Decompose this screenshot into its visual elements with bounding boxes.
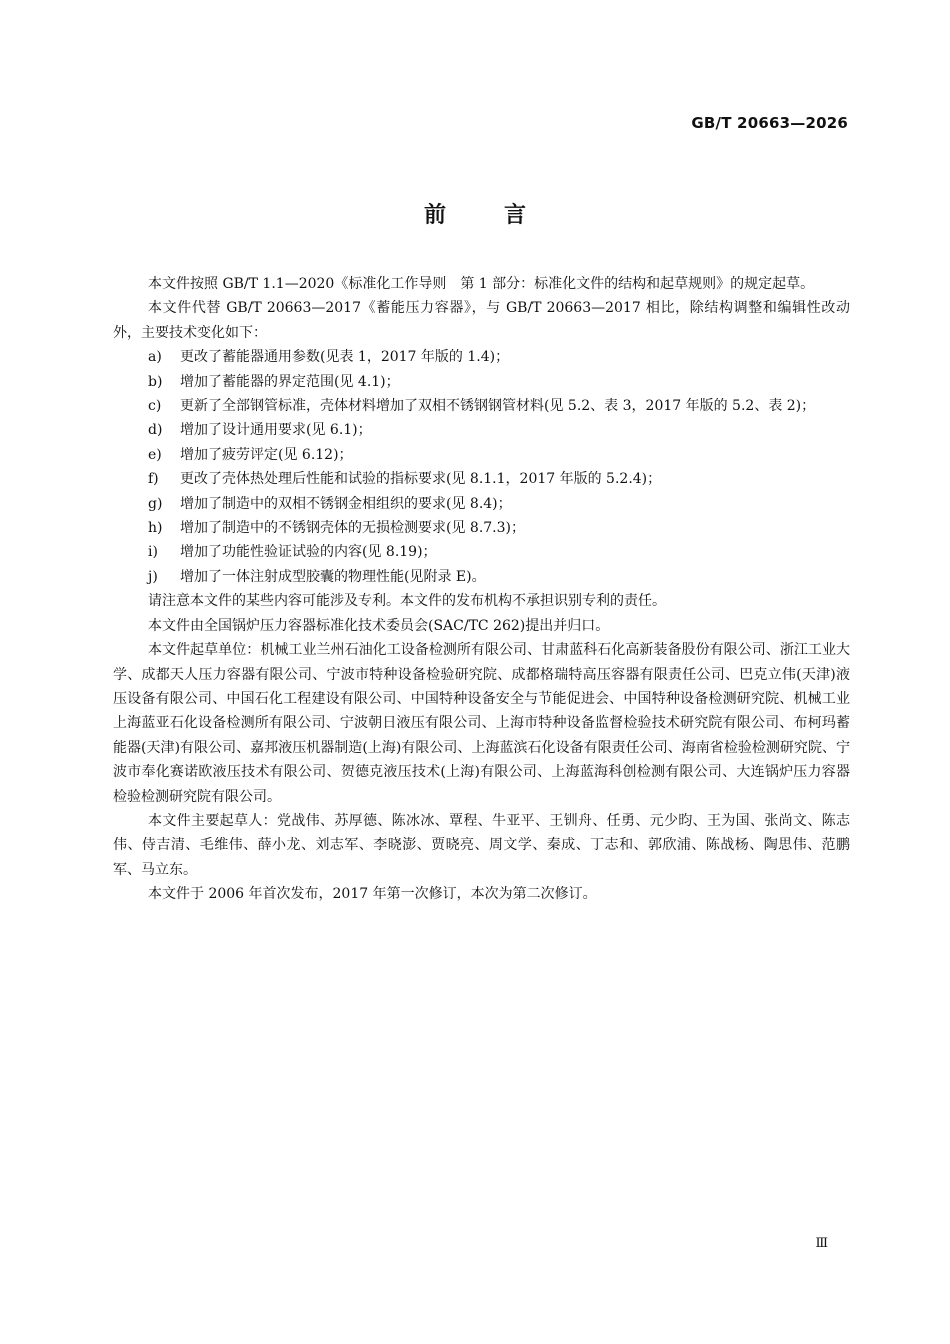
para-proposer: 本文件由全国锅炉压力容器标准化技术委员会(SAC/TC 262)提出并归口。 <box>148 617 610 634</box>
list-item-text: 更新了全部钢管标准，壳体材料增加了双相不锈钢钢管材料(见 5.2、表 3，2017 年版的 5.2、表 2)； <box>180 398 816 415</box>
list-item <box>148 370 850 394</box>
page-number: Ⅲ <box>815 1236 828 1251</box>
list-item-label: f) <box>148 471 159 488</box>
list-item <box>148 516 850 540</box>
list-item-text: 增加了一体注射成型胶囊的物理性能(见附录 E)。 <box>180 568 486 585</box>
list-item-text: 增加了功能性验证试验的内容(见 8.19)； <box>180 544 437 561</box>
list-item-label: j) <box>148 568 158 585</box>
list-item-label: e) <box>148 446 162 463</box>
list-item <box>148 418 850 442</box>
foreword-body <box>113 272 850 907</box>
standard-number: GB/T 20663—2026 <box>691 114 848 132</box>
list-item-text: 增加了设计通用要求(见 6.1)； <box>180 422 372 439</box>
para-drafters: 本文件主要起草人：党战伟、苏厚德、陈冰冰、覃程、牛亚平、王钏舟、任勇、元少昀、王为国、张尚文、陈志伟、侍吉清、毛维伟、薛小龙、刘志军、李晓澎、贾晓亮、周文学、秦成、丁志和、郭欣浦、陈战杨、陶思伟、范鹏军、马立东。 <box>113 812 850 878</box>
list-item <box>148 394 850 418</box>
page-title: 前言 <box>423 203 584 228</box>
list-item-label: d) <box>148 422 163 439</box>
list-item <box>148 492 850 516</box>
list-item <box>148 467 850 491</box>
list-item-text: 增加了制造中的双相不锈钢金相组织的要求(见 8.4)； <box>180 495 512 512</box>
list-item-label: a) <box>148 349 162 366</box>
list-item-text: 增加了蓄能器的界定范围(见 4.1)； <box>180 373 400 390</box>
list-item-text: 更改了蓄能器通用参数(见表 1，2017 年版的 1.4)； <box>180 349 510 366</box>
list-item-text: 增加了疲劳评定(见 6.12)； <box>180 446 353 463</box>
list-item <box>148 443 850 467</box>
list-item <box>148 345 850 369</box>
para-replacement: 本文件代替 GB/T 20663—2017《蓄能压力容器》，与 GB/T 20663—2017 相比，除结构调整和编辑性改动外，主要技术变化如下： <box>113 300 850 341</box>
list-item <box>148 540 850 564</box>
list-item <box>148 565 850 589</box>
para-patent-notice: 请注意本文件的某些内容可能涉及专利。本文件的发布机构不承担识别专利的责任。 <box>148 593 666 610</box>
list-item-label: h) <box>148 520 163 537</box>
para-publication-history: 本文件于 2006 年首次发布，2017 年第一次修订，本次为第二次修订。 <box>148 886 597 903</box>
list-item-label: c) <box>148 398 162 415</box>
list-item-text: 更改了壳体热处理后性能和试验的指标要求(见 8.1.1，2017 年版的 5.2.4)； <box>180 471 662 488</box>
list-item-text: 增加了制造中的不锈钢壳体的无损检测要求(见 8.7.3)； <box>180 520 525 537</box>
list-item-label: g) <box>148 495 163 512</box>
list-item-label: i) <box>148 544 158 561</box>
para-drafting-rules: 本文件按照 GB/T 1.1—2020《标准化工作导则 第 1 部分：标准化文件的结构和起草规则》的规定起草。 <box>148 276 815 292</box>
para-drafting-units: 本文件起草单位：机械工业兰州石油化工设备检测所有限公司、甘肃蓝科石化高新装备股份有限公司、浙江工业大学、成都天人压力容器有限公司、宁波市特种设备检验研究院、成都格瑞特高压容器有限责任公司、巴克立伟(天津)液压设备有限公司、中国石化工程建设有限公司、中国特种设备安全与节能促进会、中国特种设备检测研究院、机械工业上海蓝亚石化设备检测所有限公司、宁波朝日液压有限公司、上海市特种设备监督检验技术研究院有限公司、布柯玛蓄能器(天津)有限公司、嘉邦液压机器制造(上海)有限公司、上海蓝滨石化设备有限责任公司、海南省检验检测研究院、宁波市奉化赛诺欧液压技术有限公司、贺德克液压技术(上海)有限公司、上海蓝海科创检测有限公司、大连锅炉压力容器检验检测研究院有限公司。 <box>113 642 850 805</box>
list-item-label: b) <box>148 373 163 390</box>
